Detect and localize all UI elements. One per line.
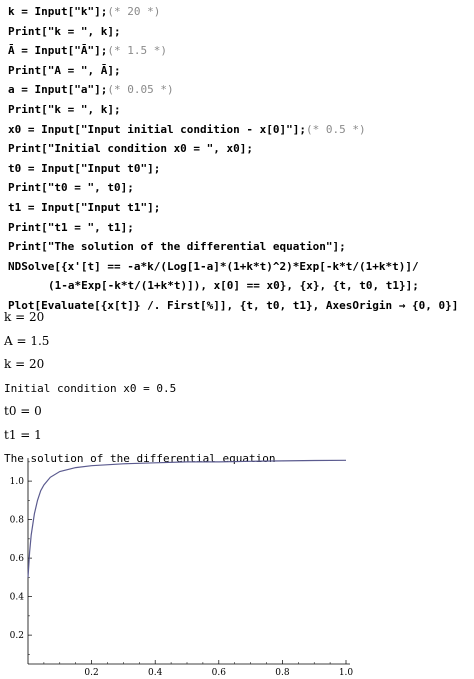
code-text: Plot[Evaluate[{x[t]} /. First[%]], {t, t0, t1}, AxesOrigin → {0, 0}] xyxy=(8,298,459,312)
code-text: x0 = Input["Input initial condition - x[0]"]; xyxy=(8,122,307,136)
solution-plot xyxy=(0,452,474,679)
x-tick-label: 1.0 xyxy=(338,668,354,678)
input-code-line[interactable] xyxy=(8,276,470,296)
code-text: k = Input["k"]; xyxy=(8,5,108,18)
code-text: Print["Initial condition x0 = ", x0]; xyxy=(8,142,254,156)
input-code-line[interactable] xyxy=(8,159,470,179)
output-line: k = 20 xyxy=(4,310,45,324)
code-text: Ā = Input["Ā"]; xyxy=(8,44,108,58)
x-tick-label: 0.6 xyxy=(211,668,226,678)
code-text: Print["t0 = ", t0]; xyxy=(8,181,134,195)
input-code-line[interactable] xyxy=(8,2,470,22)
input-code-line[interactable] xyxy=(8,61,470,81)
code-text: Print["The solution of the differential equation"]; xyxy=(8,240,346,254)
code-text: Print["k = ", k]; xyxy=(8,24,121,38)
code-text: (1-a*Exp[-k*t/(1+k*t)]), x[0] == x0}, {x}, {t, t0, t1}]; xyxy=(48,279,419,293)
input-code-line[interactable] xyxy=(8,257,470,277)
output-line: Initial condition x0 = 0.5 xyxy=(4,381,177,395)
code-text: Print["A = ", Ā]; xyxy=(8,63,121,77)
input-code-line[interactable] xyxy=(8,178,470,198)
code-text: NDSolve[{x'[t] == -a*k/(Log[1-a]*(1+k*t)^2)*Exp[-k*t/(1+k*t)]/ xyxy=(8,259,419,273)
y-tick-label: 0.4 xyxy=(9,592,24,603)
code-comment: (* 1.5 *) xyxy=(107,44,167,58)
input-code-line[interactable] xyxy=(8,22,470,42)
code-comment: (* 20 *) xyxy=(107,5,161,18)
x-tick-label: 0.8 xyxy=(275,668,290,678)
code-text: t1 = Input["Input t1"]; xyxy=(8,200,161,214)
output-line: t1 = 1 xyxy=(4,427,42,442)
input-code-line[interactable] xyxy=(8,80,470,100)
code-comment: (* 0.05 *) xyxy=(107,83,174,97)
input-cell[interactable] xyxy=(8,2,470,316)
y-tick-label: 0.2 xyxy=(9,631,24,642)
input-code-line[interactable] xyxy=(8,198,470,218)
output-line: t0 = 0 xyxy=(4,404,42,418)
output-line: A = 1.5 xyxy=(4,333,50,348)
y-tick-label: 0.8 xyxy=(9,515,24,526)
output-line: The solution of the differential equation xyxy=(4,452,276,465)
solution-curve xyxy=(28,460,346,577)
input-code-line[interactable] xyxy=(8,237,470,257)
input-code-line[interactable] xyxy=(8,41,470,61)
code-comment: (* 0.5 *) xyxy=(306,122,366,136)
code-text: a = Input["a"]; xyxy=(8,83,108,97)
input-code-line[interactable] xyxy=(8,120,470,140)
input-code-line[interactable] xyxy=(8,100,470,120)
input-code-line[interactable] xyxy=(8,218,470,238)
code-text: Print["t1 = ", t1]; xyxy=(8,220,134,234)
output-cell xyxy=(4,306,470,471)
y-tick-label: 1.0 xyxy=(9,477,24,488)
x-tick-label: 0.2 xyxy=(84,668,99,678)
y-tick-label: 0.6 xyxy=(9,554,24,565)
code-text: Print["k = ", k]; xyxy=(8,102,121,116)
code-text: t0 = Input["Input t0"]; xyxy=(8,161,161,175)
x-tick-label: 0.4 xyxy=(148,668,163,678)
output-line: k = 20 xyxy=(4,357,45,371)
input-code-line[interactable] xyxy=(8,139,470,159)
